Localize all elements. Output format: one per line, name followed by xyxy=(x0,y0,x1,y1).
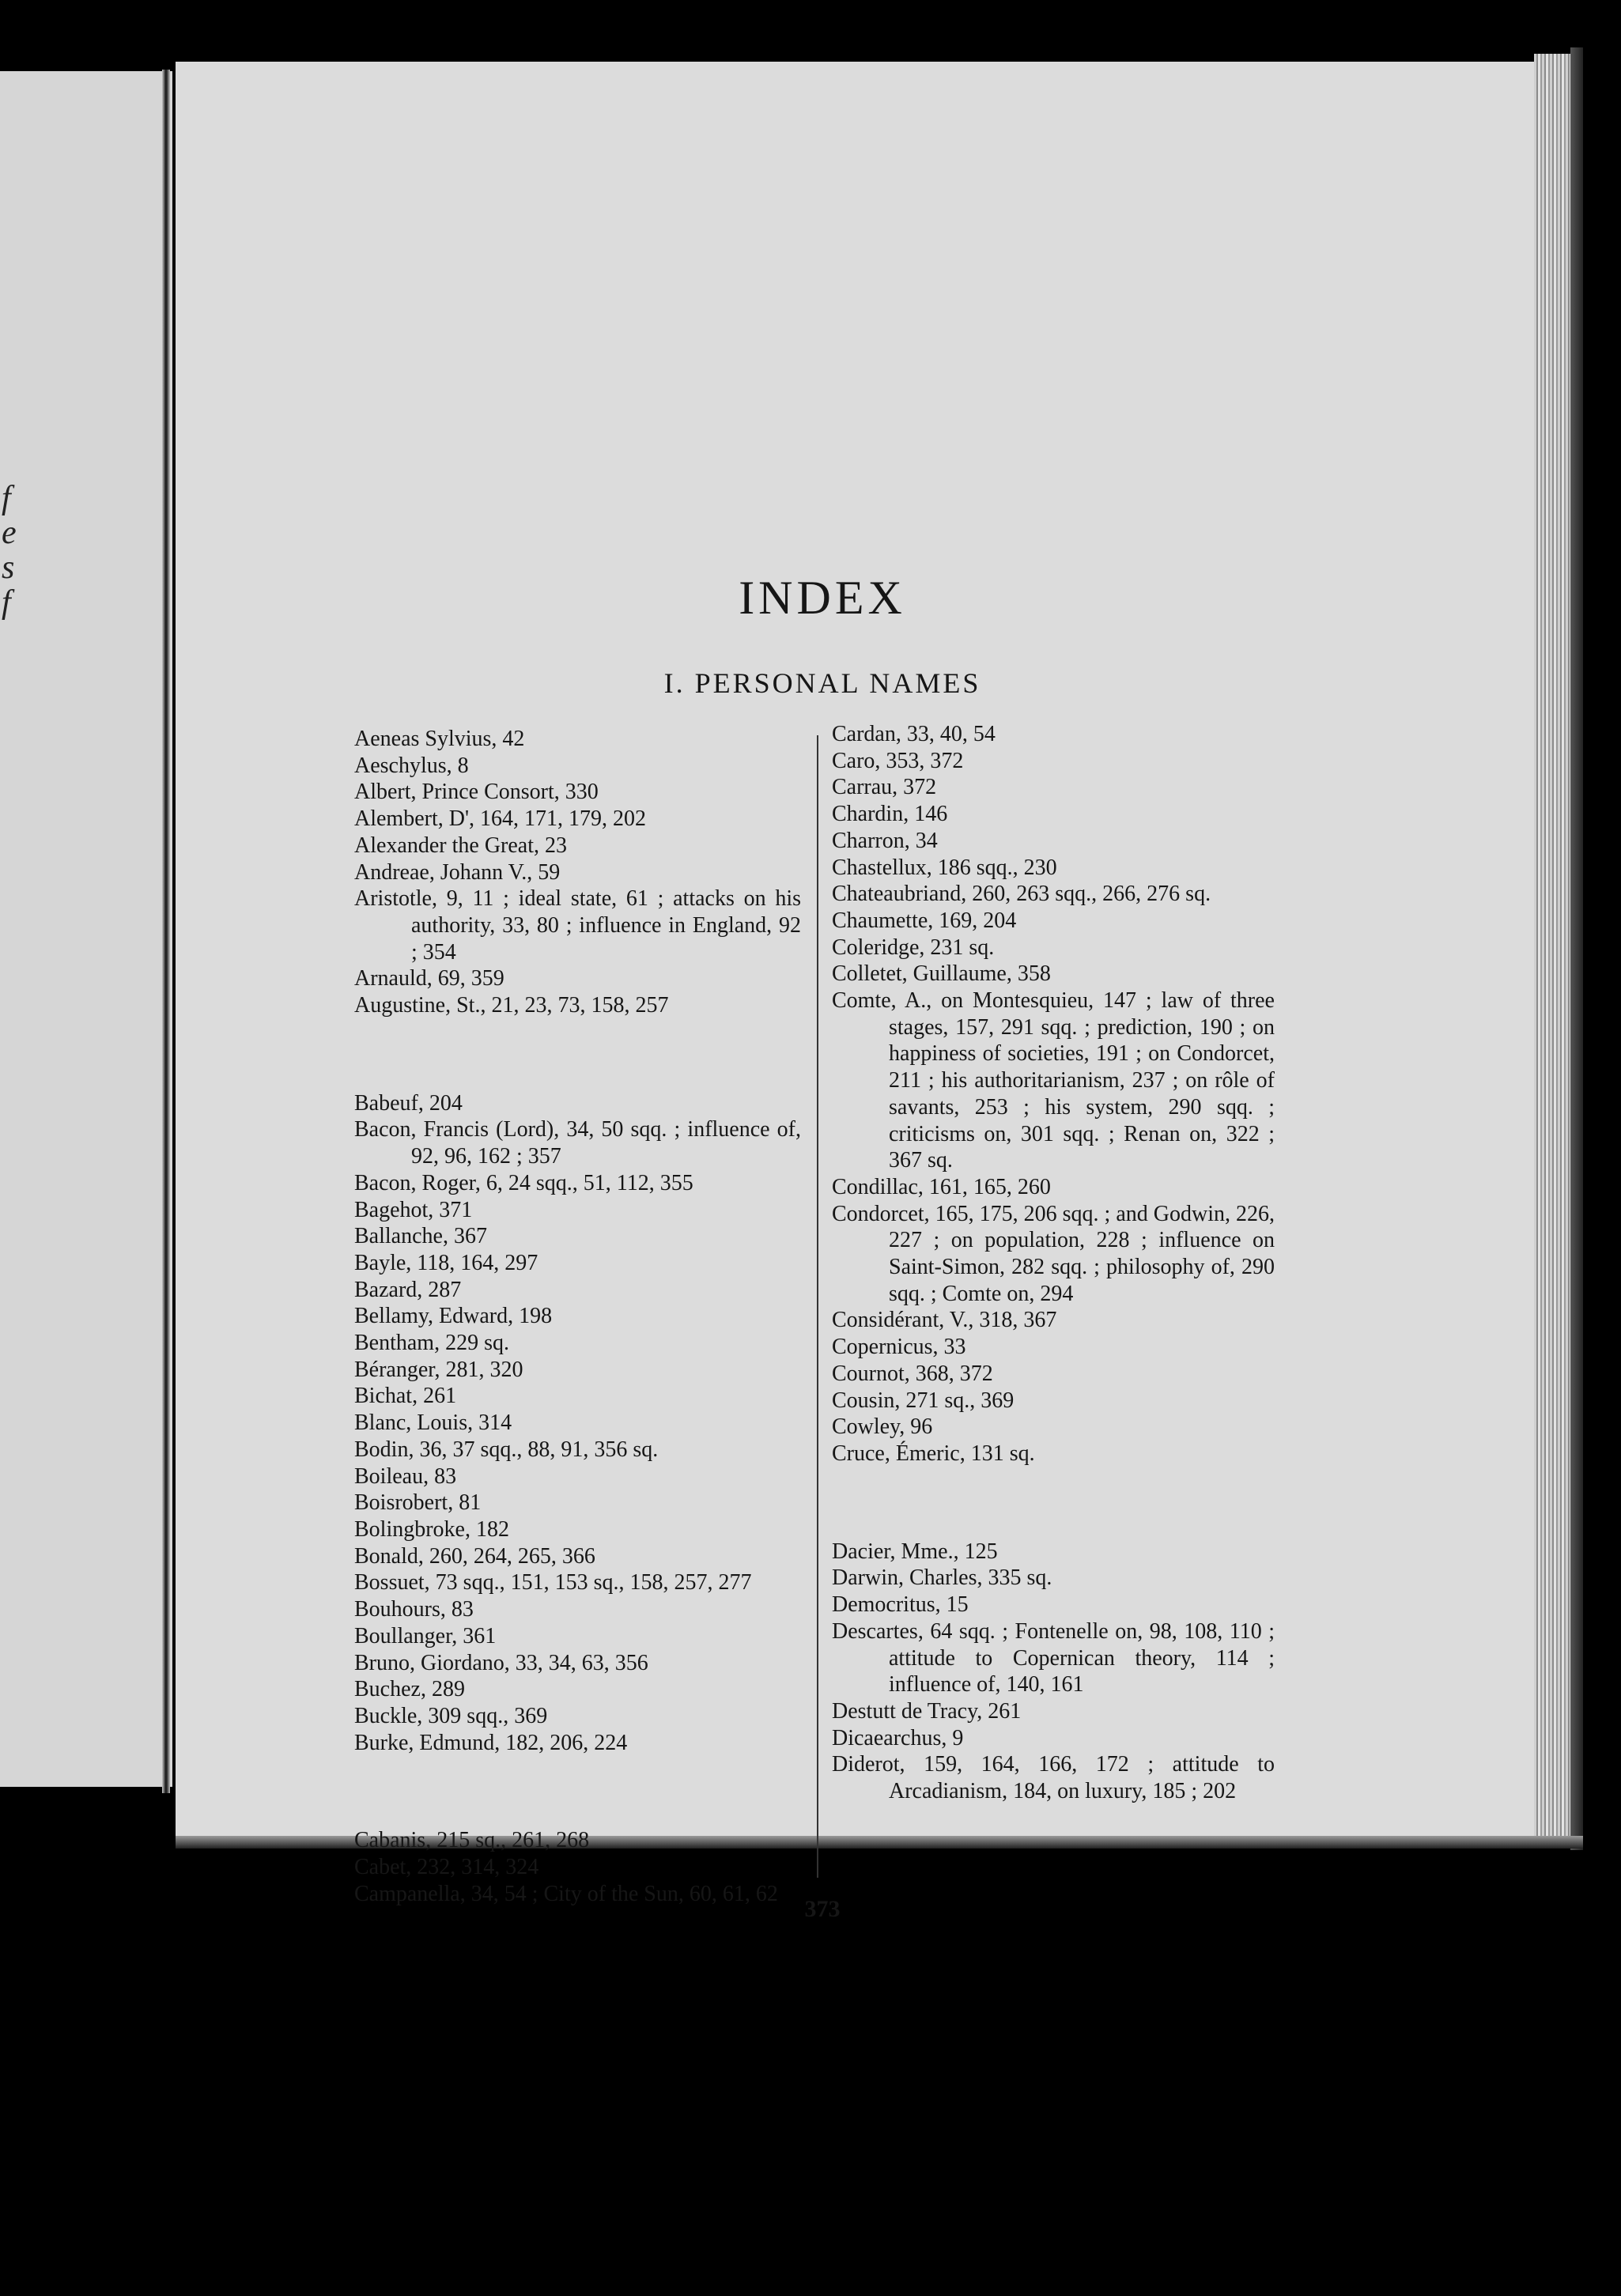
index-entry: Condillac, 161, 165, 260 xyxy=(832,1174,1051,1199)
index-entry: Bellamy, Edward, 198 xyxy=(354,1304,553,1329)
index-entry: Burke, Edmund, 182, 206, 224 xyxy=(354,1730,628,1755)
letter-group-gap xyxy=(832,1490,1275,1516)
index-entry: Cowley, 96 xyxy=(832,1414,933,1440)
index-entry: Ballanche, 367 xyxy=(354,1224,487,1249)
index-entry: Condorcet, 165, 175, 206 sqq. ; and Godwin, 226, 227 ; on population, 228 ; influence on Saint-Simon, 282 sqq. ; philosophy of, 290 sqq. ; Comte on, 294 xyxy=(832,1201,1275,1306)
index-entry: Blanc, Louis, 314 xyxy=(354,1410,512,1436)
index-entry: Bacon, Francis (Lord), 34, 50 sqq. ; influence of, 92, 96, 162 ; 357 xyxy=(354,1117,801,1169)
index-entry: Bagehot, 371 xyxy=(354,1197,473,1222)
index-entry: Alexander the Great, 23 xyxy=(354,833,567,858)
index-entry: Campanella, 34, 54 ; City of the Sun, 60, 61, 62 xyxy=(354,1881,778,1906)
index-entry: Aristotle, 9, 11 ; ideal state, 61 ; attacks on his authority, 33, 80 ; influence in England, 92 ; 354 xyxy=(354,886,801,965)
index-entry: Bentham, 229 sq. xyxy=(354,1331,509,1356)
facing-page-glyph: f xyxy=(2,584,11,621)
index-entry: Caro, 353, 372 xyxy=(832,748,964,773)
index-entry: Copernicus, 33 xyxy=(832,1335,966,1360)
index-entry: Aeneas Sylvius, 42 xyxy=(354,727,525,751)
index-entry: Dicaearchus, 9 xyxy=(832,1725,964,1750)
index-entry: Boullanger, 361 xyxy=(354,1623,497,1648)
index-entry: Boileau, 83 xyxy=(354,1463,457,1489)
index-column-right xyxy=(832,721,1275,1805)
index-entry: Bossuet, 73 sqq., 151, 153 sq., 158, 257, 277 xyxy=(354,1570,752,1595)
facing-page-glyph: f xyxy=(2,480,11,516)
index-entry: Comte, A., on Montesquieu, 147 ; law of three stages, 157, 291 sqq. ; prediction, 190 ; on happiness of societies, 191 ; on Condorcet, 211 ; his authoritarianism, 237 ; on rôle of savants, 253 ; his system, 290 sqq. ; criticisms on, 301 sqq. ; Renan on, 322 ; 367 sq. xyxy=(832,988,1275,1173)
index-entry: Democritus, 15 xyxy=(832,1592,969,1618)
index-entry: Bacon, Roger, 6, 24 sqq., 51, 112, 355 xyxy=(354,1170,693,1195)
index-entry: Colletet, Guillaume, 358 xyxy=(832,961,1051,987)
index-entry: Augustine, St., 21, 23, 73, 158, 257 xyxy=(354,993,669,1018)
letter-group-gap xyxy=(354,1041,801,1068)
index-entry: Arnauld, 69, 359 xyxy=(354,966,504,991)
index-entry: Chastellux, 186 sqq., 230 xyxy=(832,855,1057,880)
page-title: INDEX xyxy=(739,572,906,624)
index-entry: Babeuf, 204 xyxy=(354,1090,463,1116)
facing-page-left xyxy=(0,71,172,1787)
facing-page-glyph: s xyxy=(2,549,15,586)
section-heading: I. PERSONAL NAMES xyxy=(663,667,981,699)
index-entry: Bonald, 260, 264, 265, 366 xyxy=(354,1543,595,1569)
index-entry: Chaumette, 169, 204 xyxy=(832,908,1017,933)
index-entry: Boisrobert, 81 xyxy=(354,1490,482,1516)
index-entry: Cabet, 232, 314, 324 xyxy=(354,1855,539,1880)
index-entry: Cabanis, 215 sq., 261, 268 xyxy=(354,1828,590,1853)
page-number: 373 xyxy=(804,1896,841,1922)
index-entry: Cournot, 368, 372 xyxy=(832,1361,993,1386)
index-entry: Béranger, 281, 320 xyxy=(354,1357,523,1382)
index-entry: Chardin, 146 xyxy=(832,802,948,827)
letter-group-gap xyxy=(354,1778,801,1805)
index-entry: Chateaubriand, 260, 263 sqq., 266, 276 sq. xyxy=(832,882,1211,907)
index-entry: Cruce, Émeric, 131 sq. xyxy=(832,1441,1035,1466)
index-entry: Alembert, D', 164, 171, 179, 202 xyxy=(354,806,647,832)
index-entry: Destutt de Tracy, 261 xyxy=(832,1698,1022,1724)
index-entry: Bayle, 118, 164, 297 xyxy=(354,1250,538,1275)
index-entry: Andreae, Johann V., 59 xyxy=(354,859,561,885)
index-column-left xyxy=(354,726,801,1907)
index-entry: Bazard, 287 xyxy=(354,1277,462,1302)
index-entry: Diderot, 159, 164, 166, 172 ; attitude to Arcadianism, 184, on luxury, 185 ; 202 xyxy=(832,1752,1275,1804)
index-entry: Buchez, 289 xyxy=(354,1677,465,1702)
book-gutter xyxy=(162,70,170,1793)
page-edges xyxy=(1534,54,1570,1849)
index-entry: Charron, 34 xyxy=(832,828,938,853)
index-entry: Dacier, Mme., 125 xyxy=(832,1539,998,1564)
index-entry: Coleridge, 231 sq. xyxy=(832,935,995,960)
index-entry: Bodin, 36, 37 sqq., 88, 91, 356 sq. xyxy=(354,1437,659,1462)
index-entry: Albert, Prince Consort, 330 xyxy=(354,780,599,805)
facing-page-glyph: e xyxy=(2,515,17,551)
index-entry: Cousin, 271 sq., 369 xyxy=(832,1388,1015,1413)
index-entry: Darwin, Charles, 335 sq. xyxy=(832,1565,1052,1591)
page-edge-shadow xyxy=(1570,47,1583,1850)
index-entry: Aeschylus, 8 xyxy=(354,753,469,778)
index-entry: Bouhours, 83 xyxy=(354,1597,474,1622)
index-entry: Carrau, 372 xyxy=(832,775,937,800)
index-entry: Bichat, 261 xyxy=(354,1384,457,1409)
column-divider xyxy=(817,735,818,1878)
index-entry: Buckle, 309 sqq., 369 xyxy=(354,1703,548,1728)
index-entry: Considérant, V., 318, 367 xyxy=(832,1308,1057,1333)
index-entry: Descartes, 64 sqq. ; Fontenelle on, 98, 108, 110 ; attitude to Copernican theory, 114 ; influence of, 140, 161 xyxy=(832,1618,1275,1697)
index-entry: Cardan, 33, 40, 54 xyxy=(832,722,996,746)
index-entry: Bolingbroke, 182 xyxy=(354,1516,509,1542)
index-entry: Bruno, Giordano, 33, 34, 63, 356 xyxy=(354,1650,648,1675)
